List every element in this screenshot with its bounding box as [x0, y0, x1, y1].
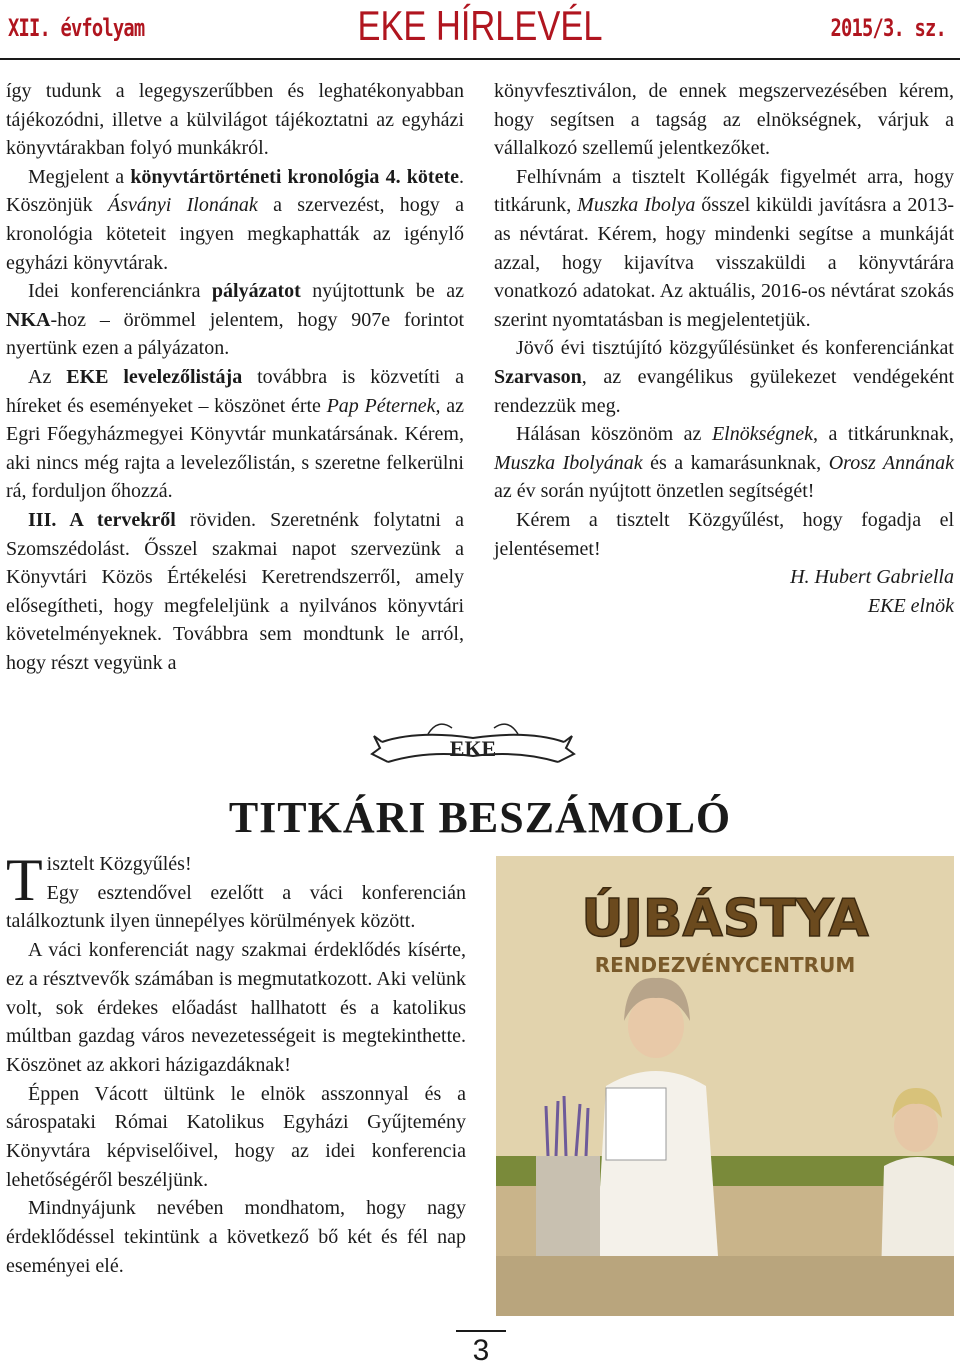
- paragraph: Jövő évi tisztújító közgyűlésünket és konferenciánkat Szarvason, az evangélikus gyülekezet vendégeként rendezzük meg.: [494, 337, 954, 417]
- left-column: [6, 77, 464, 677]
- paragraph: III. A tervekről röviden. Szeretnénk folytatni a Szomszédolást. Ősszel szakmai napot szervezünk a Könyvtári Közös Értékelési Keretrendszerről, amely elősegítheti, hogy megfeleljünk a nyilvános könyvtári követelményeknek. Továbbra sem mondtunk le arról, hogy részt vegyünk a: [6, 508, 464, 674]
- drop-cap: T: [6, 847, 43, 913]
- paragraph: A váci konferenciát nagy szakmai érdeklődés kísérte, ez a résztvevők számában is megmutatkozott. Aki velünk volt, sok érdekes előadást hallhatott és a katolikus múltban gazdag város nevezetességeit is megtekinthette. Köszönet az akkori házigazdáknak!: [6, 939, 466, 1076]
- eke-banner-ornament: [368, 712, 578, 782]
- paragraph: Idei konferenciánkra pályázatot nyújtottunk be az NKA-hoz – örömmel jelentem, hogy 907e forintot nyertünk ezen a pályázaton.: [6, 280, 465, 360]
- volume-label: XII. évfolyam: [8, 14, 145, 42]
- header-rule: [0, 58, 960, 60]
- greeting: Tisztelt Közgyűlés!: [6, 847, 192, 913]
- paragraph: Felhívnám a tisztelt Kollégák figyelmét arra, hogy titkárunk, Muszka Ibolya ősszel kiküldi javításra a 2013-as névtárat. Kérem, hogy mindenki segítse a munkáját azzal, hogy kijavítva visszaküldi a könyvtárára vonatkozó adatokat. Az aktuális, 2016-os névtárat szokás szerint nyomtatásban is megjelentetjük.: [494, 165, 954, 331]
- issue-label: 2015/3. sz.: [830, 14, 946, 42]
- paragraph: könyvfesztiválon, de ennek megszervezésében kérem, hogy segítsen a tagság az elnökségnek, várjuk a vállalkozó szellemű jelentkezőket.: [494, 80, 954, 160]
- conference-photo: [496, 856, 954, 1316]
- paragraph: Éppen Vácott ültünk le elnök asszonnyal és a sárospataki Római Katolikus Egyházi Gyűjtemény Könyvtára képviselőivel, hogy az idei konferencia lehetőségéről beszéljünk.: [6, 1082, 466, 1191]
- photo-sign-sub: RENDEZVÉNYCENTRUM: [594, 953, 856, 977]
- section-title: TITKÁRI BESZÁMOLÓ: [228, 793, 732, 842]
- paragraph: így tudunk a legegyszerűbben és leghatékonyabban tájékozódni, illetve a külvilágot tájékoztatni az egyházi könyvtárakban folyó munkákról.: [6, 80, 464, 160]
- page-header: [0, 0, 960, 60]
- bottom-column: [6, 847, 466, 1281]
- paragraph: Egy esztendővel ezelőtt a váci konferencián találkoztunk ilyen ünnepélyes körülmények között.: [6, 881, 466, 933]
- paragraph: Hálásan köszönöm az Elnökségnek, a titkárunknak, Muszka Ibolyának és a kamarásunknak, Orosz Annának az év során nyújtott önzetlen segítségét!: [494, 423, 955, 503]
- newsletter-title: EKE HÍRLEVÉL: [357, 2, 603, 49]
- banner-label: EKE: [449, 736, 497, 761]
- paragraph: Az EKE levelezőlistája továbbra is közvetíti a híreket és eseményeket – köszönet érte Pap Péternek, az Egri Főegyházmegyei Könyvtár munkatársának. Kérem, aki nincs még rajta a levelezőlistán, s szeretne felkerülni rá, forduljon őhozzá.: [6, 365, 465, 503]
- right-column: [494, 77, 954, 620]
- paragraph: Kérem a tisztelt Közgyűlést, hogy fogadja el jelentésemet!: [494, 508, 954, 560]
- page-number: 3: [472, 1334, 490, 1367]
- paragraph: Megjelent a könyvtártörténeti kronológia 4. kötete. Köszönjük Ásványi Ilonának a szervezést, hogy a kronológia köteteit ingyen megkaphatták az igénylő egyházi könyvtárak.: [6, 165, 465, 274]
- photo-sign-main: ÚJBÁSTYA: [581, 889, 869, 949]
- page-number-rule: [456, 1330, 506, 1332]
- signature-name: H. Hubert Gabriella: [790, 566, 954, 589]
- paragraph: Mindnyájunk nevében mondhatom, hogy nagy érdeklődéssel tekintünk a következő bő két és fél nap eseményei elé.: [6, 1197, 466, 1277]
- signature-role: EKE elnök: [867, 594, 954, 617]
